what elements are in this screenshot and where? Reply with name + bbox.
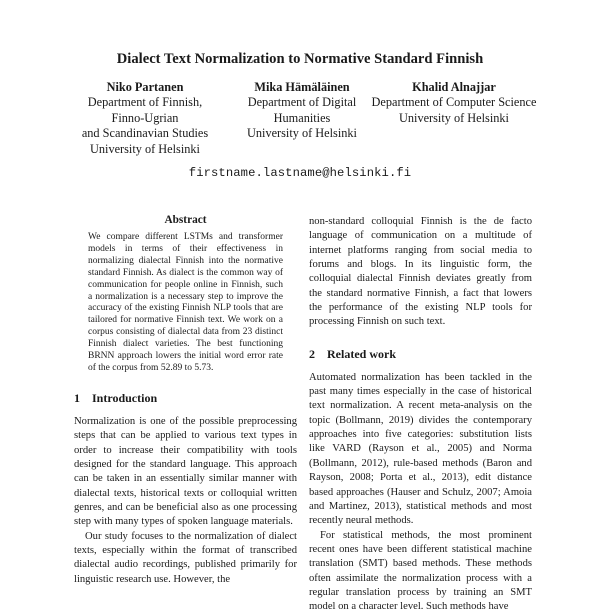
section-heading-related-work: [309, 347, 532, 362]
author-affiliation: Department of Computer Science: [371, 95, 537, 110]
author-block: [60, 80, 230, 157]
paragraph: non-standard colloquial Finnish is the de facto language of communication on a multitude of internet platforms ranging from social media to forums and blogs. In its linguistic form, the colloquial dialectal Finnish deviates greatly from the standard normative Finnish, a fact that lowers the performance of the existing NLP tools for processing Finnish on such text.: [309, 216, 532, 328]
section-number: 1: [74, 390, 80, 405]
author-affiliation: Department of Digital: [247, 95, 357, 110]
author-affiliation: Department of Finnish,: [87, 95, 203, 110]
paragraph: Automated normalization has been tackled in the past many times especially in the case of historical text normalization. A recent meta-analysis on the topic (Bollmann, 2019) divides the contemporary approaches into five categories: substitution lists like VARD (Rayson et al., 2005) and Norma (Bollmann, 2012), rule-based methods (Baron and Rayson, 2008; Porta et al., 2013), edit distance based approaches (Hauser and Schulz, 2007; Amoia and Martinez, 2013), statistical methods and most recently neural methods.: [309, 371, 532, 527]
author-name: Khalid Alnajjar: [412, 80, 496, 94]
author-affiliation: University of Helsinki: [399, 110, 509, 125]
paragraph: Normalization is one of the possible preprocessing steps that can be applied to various text types in order to increase their compatibility with tools designed for the standard language. This approach can be taken in an essentially similar manner with dialectal texts, historical texts or colloquial written genres, and can be beneficial also as one processing step with many types of spoken language materials.: [74, 415, 297, 528]
author-name: Mika Hämäläinen: [254, 80, 350, 94]
author-block: [366, 80, 542, 126]
right-column: [309, 214, 532, 615]
paragraph: Our study focuses to the normalization of dialect texts, especially within the format of transcribed dialectal audio recordings, published primarily for linguistic research use. However, the: [74, 530, 297, 585]
author-affiliation: University of Helsinki: [90, 141, 200, 156]
paper-title: Dialect Text Normalization to Normative Standard Finnish: [116, 51, 484, 67]
author-email: firstname.lastname@helsinki.fi: [188, 166, 412, 180]
abstract-heading: Abstract: [164, 214, 207, 226]
author-affiliation: and Scandinavian Studies: [81, 126, 209, 141]
abstract-text: We compare different LSTMs and transformer models in terms of their effectiveness in normalizing dialectal Finnish into the normative standard Finnish. As dialect is the common way of communication for people online in Finnish, such a normalization is a necessary step to improve the accuracy of the existing Finnish NLP tools that are tailored for normative Finnish text. We work on a corpus consisting of dialectal data from 23 distinct Finnish dialect varieties. The best functioning BRNN approach lowers the initial word error rate of the corpus from 52.89 to 5.73.: [88, 232, 283, 373]
section-heading-introduction: [74, 391, 297, 406]
section-number: 2: [309, 346, 315, 361]
left-column: [74, 214, 297, 587]
section-title: Related work: [327, 346, 396, 361]
author-affiliation: University of Helsinki: [247, 126, 357, 141]
author-block: [232, 80, 372, 142]
author-affiliation: Finno-Ugrian: [111, 110, 179, 125]
author-name: Niko Partanen: [106, 80, 184, 94]
section-title: Introduction: [92, 390, 158, 405]
paragraph: For statistical methods, the most prominent recent ones have been different statistical machine translation (SMT) based methods. These methods often assimilate the normalization process with a regular translation process by training an SMT model on a character level. Such methods have: [309, 529, 532, 613]
author-affiliation: Humanities: [273, 110, 331, 125]
